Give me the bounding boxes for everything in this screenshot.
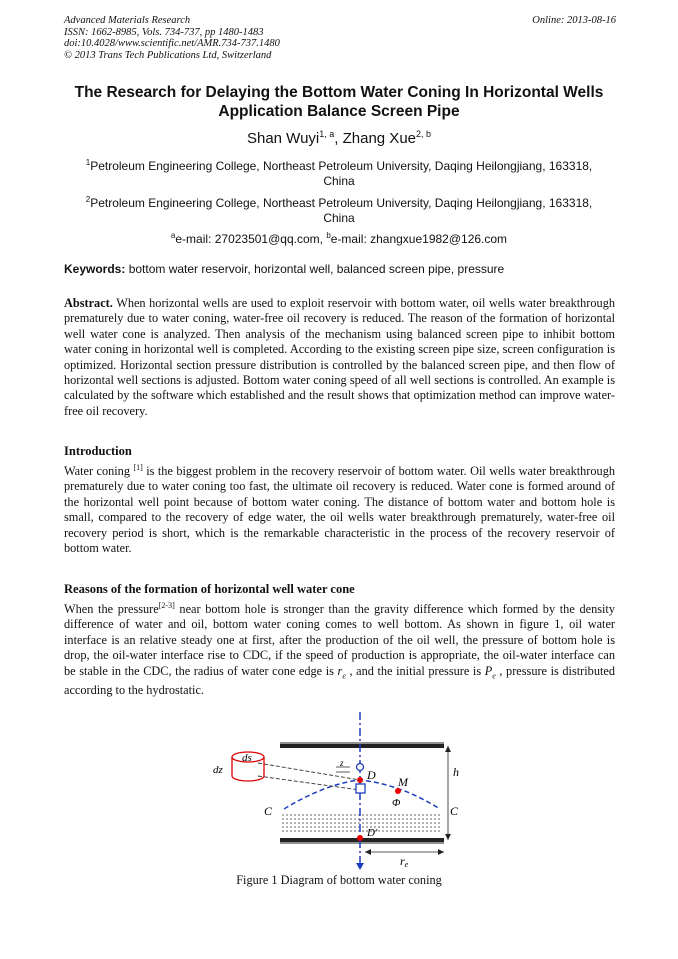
email-b: e-mail: zhangxue1982@126.com [330,232,508,246]
affiliation-1-num: 1 [85,158,91,167]
intro-citation: [1] [133,462,143,472]
reasons-text-4: , pressure is distributed according to the hydrostatic. [64,663,615,698]
figure-caption: Figure 1 Diagram of bottom water coning [236,873,442,887]
abstract-text: When horizontal wells are used to exploit reservoir with bottom water, oil wells water breakthrough prematurely due to water coning, water-free oil recovery is reduced. The reason of the formation of horizontal well water cone is analyzed. Then analysis of the mechanism using balanced screen pipe to inhibit bottom water coning in horizontal well is completed. According to the existing screen pipe size, screen configuration is optimized. Horizontal section pressure distribution is controlled by the balanced screen pipe, and then flow of horizontal well sections is adjusted. Bottom water coning speed of all well sections is controlled. An example is calculated by the software which established and the result shows that optimization method can improve water-free oil recovery. [64,296,615,418]
author-sep: , [334,130,343,147]
re-symbol: r [337,663,343,678]
copyright-line: © 2013 Trans Tech Publications Ltd, Switzerland [64,49,272,61]
email-a: e-mail: 27023501@qq.com, [175,232,327,246]
author-2-sup: 2, b [416,129,432,139]
abstract [64,296,615,419]
top-boundary [280,744,444,748]
re-arrow-left [365,849,371,855]
reasons-paragraph [64,602,615,699]
point-marker-circle [357,764,364,771]
label-re [400,854,409,869]
reasons-text-1: When the pressure [64,602,159,616]
doi-line: doi:10.4028/www.scientific.net/AMR.734-737.1480 [64,38,280,49]
pe-symbol: P [484,663,493,678]
reasons-text-2: near bottom hole is stronger than the gravity difference which formed by the density difference of water and oil, bottom water coning comes to well bottom. As shown in figure 1, oil water interface is an relative steady one at first, after the production of the oil well, the pressure of bottom hole is drop, the oil-water interface rise to CDC, if the speed of production is appropriate, the oil-water interface can be stable in the CDC, the radius of water cone edge is [64,602,615,678]
affiliation-2-num: 2 [85,195,91,204]
affiliation-2-country: China [323,211,355,225]
journal-header [64,15,280,61]
abstract-label: Abstract. [64,296,113,310]
label-re-sub: e [404,860,409,869]
intro-text-1: Water coning [64,464,134,478]
title-line-2: Application Balance Screen Pipe [218,103,460,120]
email-b-sup: b [326,231,331,240]
label-re-main: r [400,854,405,868]
h-arrow-bottom [445,834,451,840]
re-subscript: e [342,671,346,681]
author-1-sup: 1, a [319,129,335,139]
label-M: M [398,775,408,789]
label-C-right: C [450,804,459,818]
reasons-text-3: , and the initial pressure is [345,663,485,678]
h-arrow-top [445,746,451,752]
author-2: Zhang Xue [342,130,416,147]
label-dz: dz [213,764,223,776]
point-marker-square [356,784,365,793]
email-a-sup: a [170,231,176,240]
label-z: z [340,758,344,768]
affiliation-2-text: Petroleum Engineering College, Northeast Petroleum University, Daqing Heilongjiang, 163318, [90,196,593,210]
keywords-label: Keywords: [64,262,126,276]
label-Dprime: D′ [367,827,378,839]
connector-line-1 [258,763,360,780]
label-ds: ds [242,752,252,764]
point-Dprime [357,835,363,841]
label-phi: Φ [392,797,401,809]
issn-line: ISSN: 1662-8985, Vols. 734-737, pp 1480-1483 [64,26,264,38]
label-D: D [367,768,376,782]
affiliation-1-text: Petroleum Engineering College, Northeast Petroleum University, Daqing Heilongjiang, 163318, [90,159,593,173]
label-h: h [453,765,459,779]
authors [60,129,618,147]
keywords-text: bottom water reservoir, horizontal well, balanced screen pipe, pressure [125,262,505,276]
cylinder-bottom [232,776,264,781]
affiliation-1-country: China [323,174,355,188]
affiliation-2 [60,192,618,226]
intro-heading: Introduction [64,444,132,458]
intro-text-2: is the biggest problem in the recovery reservoir of bottom water. Oil wells water breakthrough prematurely due to water coning too fast, the ultimate oil recovery is reduced. Water cone is formed around of the horizontal well point because of bottom water coning. The distance of bottom water and bottom hole is small, compared to the recovery of edge water, the oil wells water breakthrough prematurely, water-free oil recovery period is short, which is the remarkable characteristic in the process of the recovery reservoir of bottom water. [64,464,615,556]
online-date: Online: 2013-08-16 [532,15,616,26]
reasons-citation: [2-3] [158,600,175,610]
keywords [64,262,618,276]
author-1: Shan Wuyi [246,130,320,147]
title-line-1: The Research for Delaying the Bottom Water Coning In Horizontal Wells [74,84,604,101]
journal-name: Advanced Materials Research [64,15,191,26]
point-D [357,777,363,783]
bottom-water-coning-diagram [200,712,480,872]
re-arrow-right [438,849,444,855]
pe-subscript: e [492,671,496,681]
intro-paragraph [64,464,615,556]
affiliation-1 [60,155,618,189]
axis-arrow [356,863,364,870]
reasons-heading: Reasons of the formation of horizontal well water cone [64,582,355,596]
email-line [60,228,618,247]
paper-title [60,83,618,121]
water-layers [282,815,442,831]
label-C-left: C [264,804,273,818]
